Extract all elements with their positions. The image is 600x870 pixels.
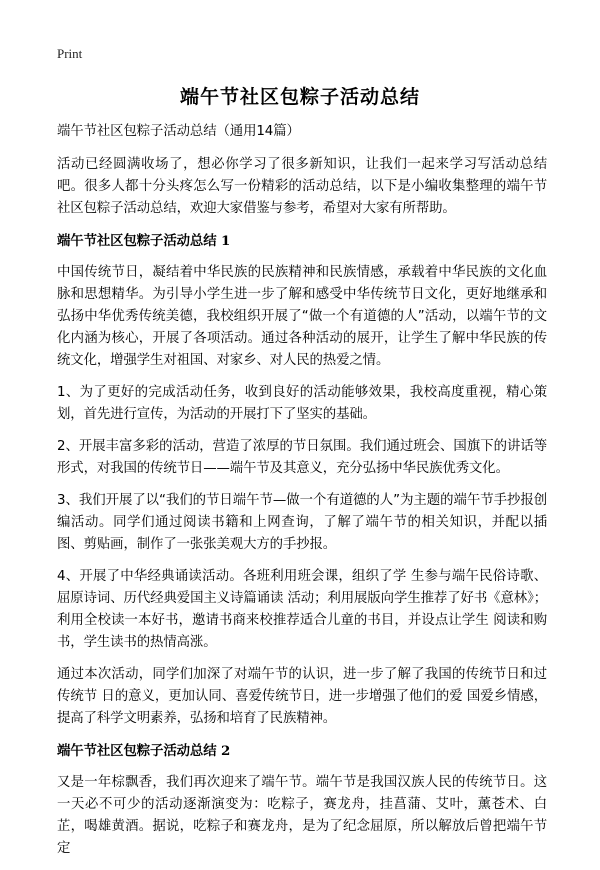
section-1-paragraph: 2、开展丰富多彩的活动，营造了浓厚的节日氛围。我们通过班会、国旗下的讲话等形式，对我国的传统节日——端午节及其意义，充分弘扬中华民族优秀文化。 <box>57 439 547 476</box>
section-heading-2: 端午节社区包粽子活动总结 2 <box>57 743 231 759</box>
document-title: 端午节社区包粽子活动总结 <box>179 86 420 108</box>
section-1-paragraph: 4、开展了中华经典诵读活动。各班利用班会课，组织了学 生参与端午民俗诗歌、屈原诗词、历代经典爱国主义诗篇诵读 活动；利用展版向学生推荐了好书《意林》；利用全校读一本好书，邀请书商来校推荐适合儿童的书目，并设点让学生 阅读和购书，学生读书的热情高涨。 <box>57 569 547 650</box>
section-2-paragraph: 又是一年棕飘香，我们再次迎来了端午节。端午节是我国汉族人民的传统节日。这一天必不可少的活动逐渐演变为：吃粽子，赛龙舟，挂菖蒲、艾叶，薰苍术、白芷，喝雄黄酒。据说，吃粽子和赛龙舟，是为了纪念屈原，所以解放后曾把端午节定 <box>57 775 547 856</box>
document-body <box>57 121 547 870</box>
section-1-paragraph: 1、为了更好的完成活动任务，收到良好的活动能够效果，我校高度重视，精心策划，首先进行宣传，为活动的开展打下了坚实的基础。 <box>57 385 547 422</box>
section-1-paragraph: 通过本次活动，同学们加深了对端午节的认识，进一步了解了我国的传统节日和过传统节 日的意义，更加认同、喜爱传统节日，进一步增强了他们的爱 国爱乡情感，提高了科学文明素养，弘扬和培育了民族精神。 <box>57 667 547 726</box>
intro-paragraph: 活动已经圆满收场了，想必你学习了很多新知识，让我们一起来学习写活动总结吧。很多人都十分头疼怎么写一份精彩的活动总结，以下是小编收集整理的端午节社区包粽子活动总结，欢迎大家借鉴与参考，希望对大家有所帮助。 <box>57 157 547 216</box>
document-subtitle: 端午节社区包粽子活动总结（通用14篇） <box>57 124 300 139</box>
section-1-paragraph: 3、我们开展了以“我们的节日端午节—做一个有道德的人”为主题的端午节手抄报创编活动。同学们通过阅读书籍和上网查询，了解了端午节的相关知识，并配以插图、剪贴画，制作了一张张美观大方的手抄报。 <box>57 493 547 552</box>
section-heading-1: 端午节社区包粽子活动总结 1 <box>57 233 231 249</box>
print-label: Print <box>57 46 83 61</box>
section-1-paragraph: 中国传统节日，凝结着中华民族的民族精神和民族情感，承载着中华民族的文化血脉和思想精华。为引导小学生进一步了解和感受中华传统节日文化，更好地继承和弘扬中华优秀传统美德，我校组织开展了“做一个有道德的人”活动，以端午节的文化内涵为核心，开展了各项活动。通过各种活动的展开，让学生了解中华民族的传统文化，增强学生对祖国、对家乡、对人民的热爱之情。 <box>57 265 547 368</box>
